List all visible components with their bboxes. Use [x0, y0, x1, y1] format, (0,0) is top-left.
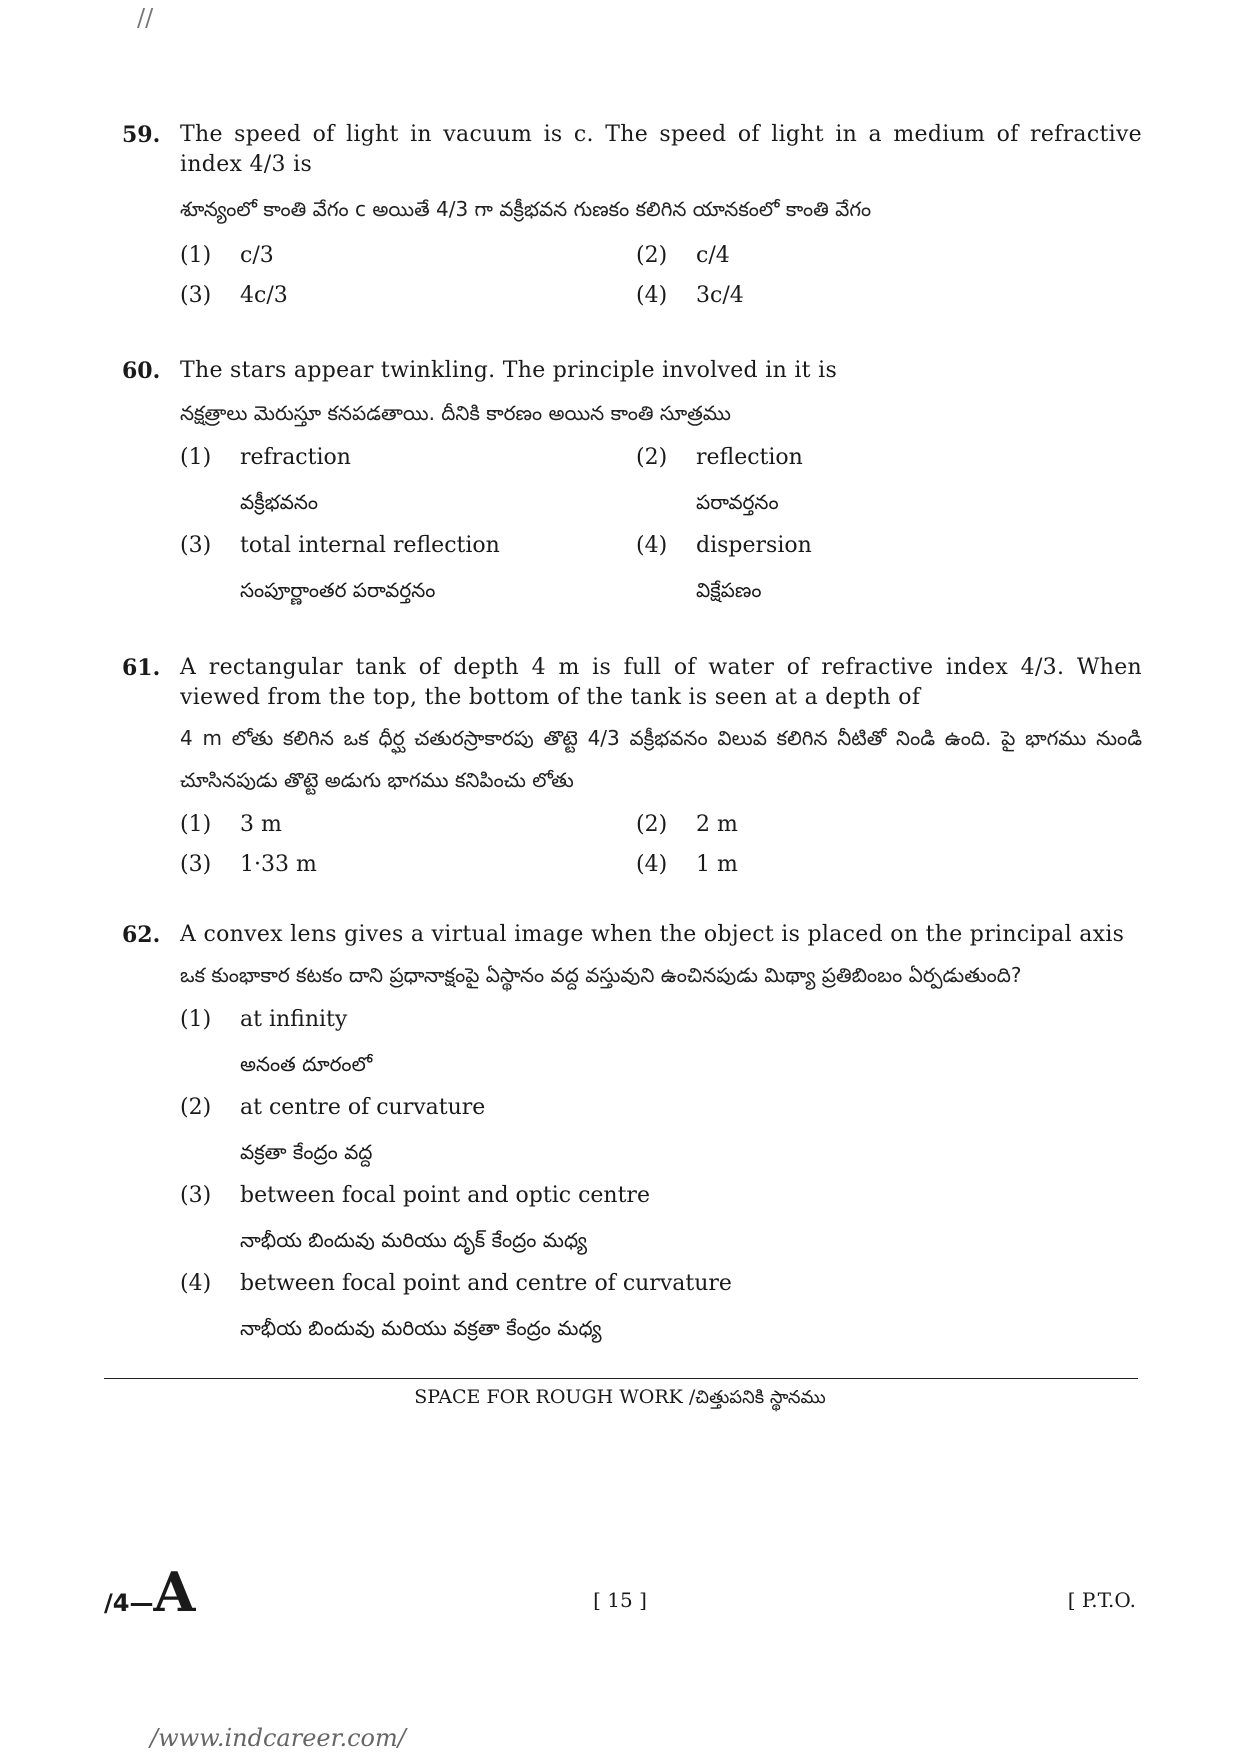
option-3 — [180, 1176, 1142, 1264]
option-number: (3) — [180, 1183, 212, 1208]
question-text: The stars appear twinkling. The principle involved in it is — [180, 358, 838, 383]
option-1 — [180, 438, 636, 526]
option-number: (1) — [180, 1007, 212, 1032]
option-text-telugu: విక్షేపణం — [696, 578, 762, 602]
booklet-code-letter: A — [153, 1560, 196, 1624]
option-text-telugu: పరావర్తనం — [696, 490, 779, 514]
option-4 — [636, 276, 1092, 316]
option-text-telugu: సంపూర్ణాంతర పరావర్తనం — [240, 578, 436, 602]
option-4 — [636, 845, 1092, 885]
option-3 — [180, 845, 636, 885]
option-text: at infinity — [240, 1007, 348, 1032]
option-3 — [180, 526, 636, 614]
option-text-telugu: నాభీయ బిందువు మరియు దృక్ కేంద్రం మధ్య — [240, 1228, 588, 1252]
option-number: (1) — [180, 243, 212, 268]
option-text: between focal point and centre of curvature — [240, 1271, 732, 1296]
question-number: 59. — [122, 122, 161, 148]
option-2 — [180, 1088, 1142, 1176]
option-number: (2) — [180, 1095, 212, 1120]
option-number: (1) — [180, 445, 212, 470]
option-text: 3 m — [240, 812, 282, 837]
option-text: 1 m — [696, 852, 738, 877]
watermark-url: /www.indcareer.com/ — [150, 1724, 406, 1752]
question-59 — [122, 120, 1142, 316]
option-text: c/3 — [240, 243, 274, 268]
question-text: A convex lens gives a virtual image when the object is placed on the principal axis — [180, 922, 1125, 947]
rough-work-label — [0, 1386, 1240, 1412]
question-text-telugu: శూన్యంలో కాంతి వేగం c అయితే 4/3 గా వక్రీభవన గుణకం కలిగిన యానకంలో కాంతి వేగం — [180, 197, 872, 221]
option-text: 3c/4 — [696, 283, 744, 308]
options — [180, 236, 1142, 316]
option-number: (4) — [636, 852, 668, 877]
option-number: (4) — [636, 533, 668, 558]
option-2 — [636, 236, 1092, 276]
header-mark: // — [137, 4, 154, 32]
option-1 — [180, 805, 636, 845]
question-text-telugu: ఒక కుంభాకార కటకం దాని ప్రధానాక్షంపై ఏస్థానం వద్ద వస్తువుని ఉంచినపుడు మిథ్యా ప్రతిబింబం ఏర్పడుతుంది? — [180, 963, 1022, 987]
option-number: (2) — [636, 445, 668, 470]
question-text-telugu: 4 m లోతు కలిగిన ఒక ధీర్ఘ చతురస్రాకారపు తొట్టె 4/3 వక్రీభవనం విలువ కలిగిన నీటితో నిండి ఉంది. పై భాగము నుండి చూసినపుడు తొట్టె అడుగు భాగము కనిపించు లోతు — [180, 726, 1142, 792]
option-text-telugu: వక్రతా కేంద్రం వద్ద — [240, 1140, 373, 1164]
booklet-code-prefix: /4— — [104, 1589, 154, 1617]
option-text: 4c/3 — [240, 283, 288, 308]
question-text: The speed of light in vacuum is c. The speed of light in a medium of refractive index 4/3 is — [180, 122, 1142, 177]
pto-label: [ P.T.O. — [1067, 1588, 1136, 1612]
option-text: 2 m — [696, 812, 738, 837]
option-text-telugu: అనంత దూరంలో — [240, 1052, 373, 1076]
option-number: (1) — [180, 812, 212, 837]
options — [180, 438, 1142, 614]
page-number: [ 15 ] — [593, 1588, 647, 1612]
question-text-telugu: నక్షత్రాలు మెరుస్తూ కనపడతాయి. దీనికి కారణం అయిన కాంతి సూత్రము — [180, 401, 731, 425]
option-1 — [180, 1000, 1142, 1088]
option-number: (2) — [636, 243, 668, 268]
option-2 — [636, 438, 1092, 526]
rough-work-divider — [104, 1378, 1138, 1379]
rough-work-telugu: చిత్తుపనికి స్థానము — [695, 1387, 826, 1408]
question-number: 61. — [122, 655, 161, 681]
option-4 — [180, 1264, 1142, 1352]
option-text: at centre of curvature — [240, 1095, 486, 1120]
option-number: (3) — [180, 533, 212, 558]
question-number: 60. — [122, 358, 161, 384]
option-text: dispersion — [696, 533, 812, 558]
option-text: 1·33 m — [240, 852, 317, 877]
question-number: 62. — [122, 922, 161, 948]
option-text: reflection — [696, 445, 803, 470]
rough-work-english: SPACE FOR ROUGH WORK / — [414, 1386, 696, 1408]
option-1 — [180, 236, 636, 276]
option-number: (2) — [636, 812, 668, 837]
option-text-telugu: వక్రీభవనం — [240, 490, 319, 514]
option-3 — [180, 276, 636, 316]
option-4 — [636, 526, 1092, 614]
options — [180, 805, 1142, 885]
option-number: (4) — [180, 1271, 212, 1296]
options — [180, 1000, 1142, 1352]
option-text-telugu: నాభీయ బిందువు మరియు వక్రతా కేంద్రం మధ్య — [240, 1316, 602, 1340]
option-text: c/4 — [696, 243, 730, 268]
option-2 — [636, 805, 1092, 845]
question-62 — [122, 920, 1142, 1352]
option-number: (3) — [180, 852, 212, 877]
question-61 — [122, 653, 1142, 885]
option-number: (3) — [180, 283, 212, 308]
question-text: A rectangular tank of depth 4 m is full of water of refractive index 4/3. When viewed from the top, the bottom of the tank is seen at a depth of — [180, 655, 1142, 710]
option-number: (4) — [636, 283, 668, 308]
option-text: between focal point and optic centre — [240, 1183, 650, 1208]
question-60 — [122, 356, 1142, 614]
option-text: refraction — [240, 445, 351, 470]
option-text: total internal reflection — [240, 533, 500, 558]
